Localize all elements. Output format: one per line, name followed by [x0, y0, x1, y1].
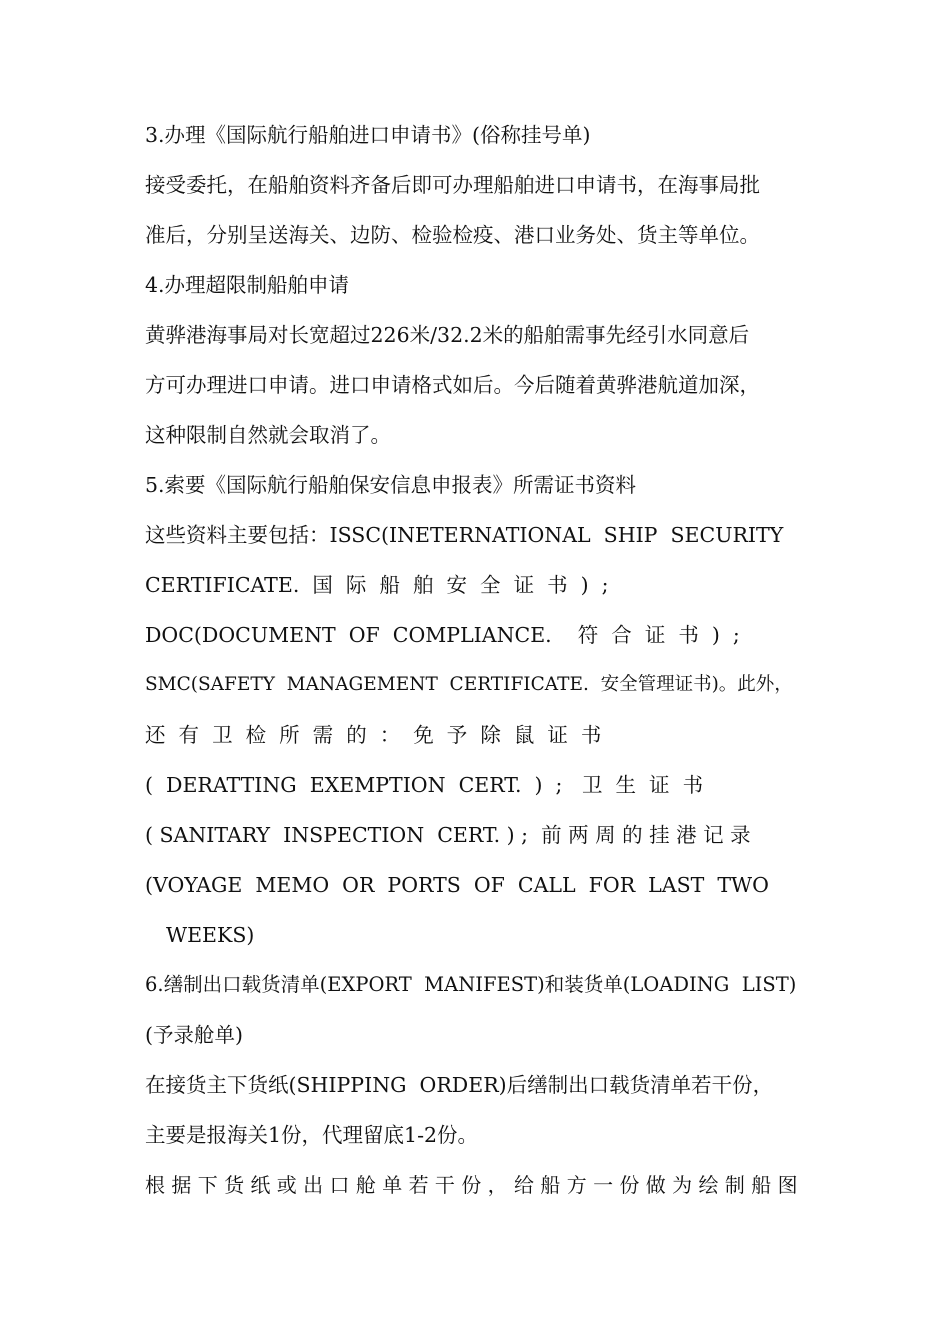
paragraph-line: 还 有 卫 检 所 需 的 ： 免 予 除 鼠 证 书	[145, 723, 602, 747]
paragraph-line: 主要是报海关1份，代理留底1-2份。	[145, 1123, 479, 1147]
paragraph-line: 准后，分别呈送海关、边防、检验检疫、港口业务处、货主等单位。	[145, 223, 760, 247]
paragraph-line: 方可办理进口申请。进口申请格式如后。今后随着黄骅港航道加深，	[145, 373, 760, 397]
paragraph-line: (VOYAGE MEMO OR PORTS OF CALL FOR LAST TWO	[145, 873, 769, 897]
paragraph-line: WEEKS)	[166, 923, 255, 947]
heading-item-5: 5.索要《国际航行船舶保安信息申报表》所需证书资料	[145, 473, 637, 497]
paragraph-line: 黄骅港海事局对长宽超过226米/32.2米的船舶需事先经引水同意后	[145, 323, 750, 347]
paragraph-line: 在接货主下货纸(SHIPPING ORDER)后缮制出口载货清单若干份，	[145, 1073, 774, 1097]
paragraph-line: 这些资料主要包括：ISSC(INETERNATIONAL SHIP SECURITY	[145, 523, 784, 547]
heading-item-4: 4.办理超限制船舶申请	[145, 273, 350, 297]
paragraph-line: CERTIFICATE. 国 际 船 舶 安 全 证 书 ) ;	[145, 573, 609, 597]
paragraph-line: ( DERATTING EXEMPTION CERT. ) ; 卫 生 证 书	[145, 773, 704, 797]
paragraph-line: DOC(DOCUMENT OF COMPLIANCE. 符 合 证 书 ) ;	[145, 623, 740, 647]
paragraph-line: SMC(SAFETY MANAGEMENT CERTIFICATE. 安全管理证书)。此外，	[145, 674, 793, 695]
paragraph-line: 根 据 下 货 纸 或 出 口 舱 单 若 干 份 ， 给 船 方 一 份 做 为 绘 制 船 图	[145, 1173, 798, 1197]
paragraph-line: ( SANITARY INSPECTION CERT. ) ; 前 两 周 的 挂 港 记 录	[145, 823, 751, 847]
paragraph-line: (予录舱单)	[145, 1023, 243, 1047]
heading-item-6: 6.缮制出口载货清单(EXPORT MANIFEST)和装货单(LOADING LIST)	[145, 973, 797, 996]
paragraph-line: 接受委托，在船舶资料齐备后即可办理船舶进口申请书，在海事局批	[145, 173, 760, 197]
paragraph-line: 这种限制自然就会取消了。	[145, 423, 391, 447]
heading-item-3: 3.办理《国际航行船舶进口申请书》(俗称挂号单)	[145, 123, 591, 147]
